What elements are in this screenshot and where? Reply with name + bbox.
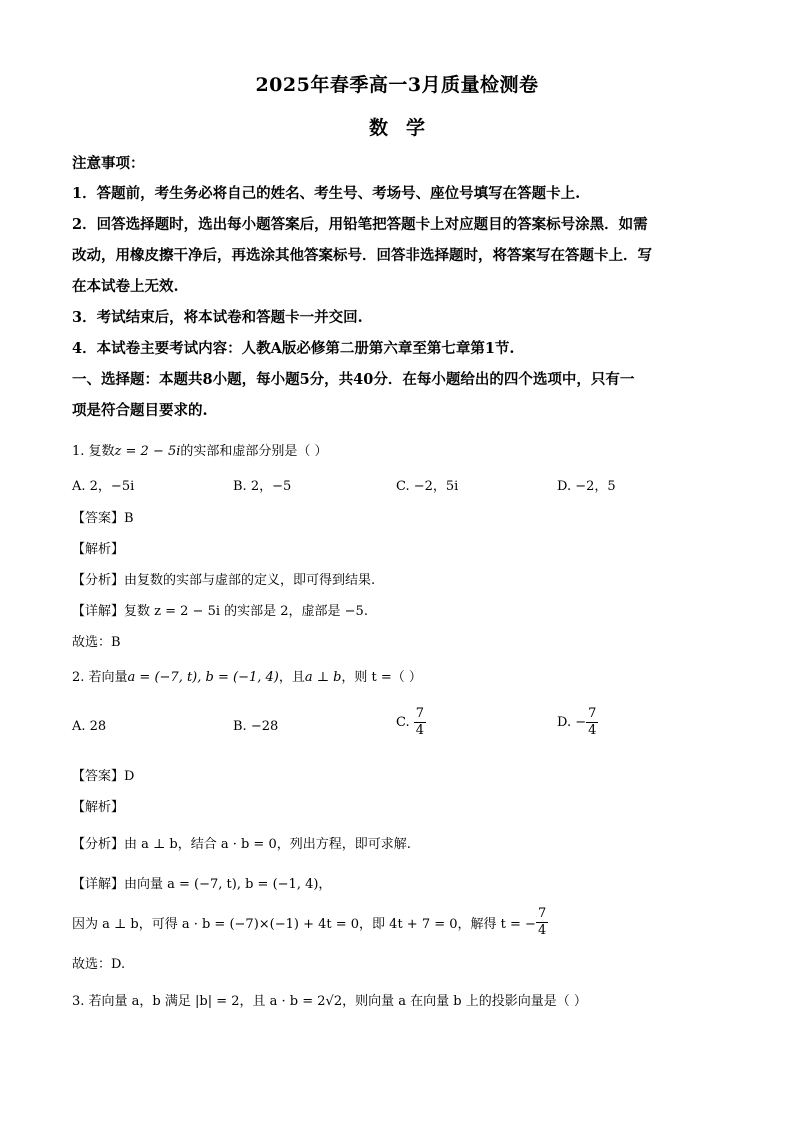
q2-detail-line-2-text: 因为 a ⊥ b，可得 a · b = (−7)×(−1) + 4t = 0，即 4t + 7 = 0，解得 t = − — [72, 917, 536, 932]
q2-detail-line-1: 【详解】由向量 a = (−7, t), b = (−1, 4)， — [72, 877, 332, 892]
q1-stem-prefix: 1. 复数 — [72, 444, 115, 459]
q2-stem-suffix: ，则 t =（ ） — [341, 670, 422, 685]
subject-title: 数学 — [368, 117, 443, 139]
notes-heading: 注意事项： — [72, 155, 145, 172]
q1-stem-suffix: 的实部和虚部分别是（ ） — [180, 444, 328, 459]
page-title: 2025年春季高一3月质量检测卷 — [255, 74, 539, 96]
q2-stem-math-2: a ⊥ b — [304, 670, 342, 685]
q1-conclusion: 故选：B — [72, 635, 121, 650]
q2-option-b: B. −28 — [233, 719, 279, 734]
q1-stem-math: z = 2 − 5i — [114, 444, 181, 459]
note-item-2-line-1: 2．回答选择题时，选出每小题答案后，用铅笔把答题卡上对应题目的答案标号涂黑．如需 — [72, 216, 648, 233]
q2-stem-prefix: 2. 若向量 — [72, 670, 128, 685]
fraction-numerator: 7 — [537, 906, 547, 921]
q2-option-a: A. 28 — [72, 719, 107, 734]
q2-jiexi: 【解析】 — [72, 800, 125, 815]
q3-stem: 3. 若向量 a，b 满足 |b| = 2，且 a · b = 2√2，则向量 a 在向量 b 上的投影向量是（ ） — [72, 994, 587, 1009]
q1-option-a: A. 2，−5i — [72, 479, 135, 494]
q2-option-d-sign: − — [575, 715, 587, 730]
q1-answer: 【答案】B — [72, 511, 134, 526]
q1-option-d: D. −2，5 — [557, 479, 616, 494]
section-heading-line-1: 一、选择题：本题共8小题，每小题5分，共40分．在每小题给出的四个选项中，只有一 — [72, 371, 635, 388]
note-item-3: 3．考试结束后，将本试卷和答题卡一并交回. — [72, 309, 363, 326]
q2-option-d — [557, 706, 598, 739]
q2-stem — [72, 666, 422, 685]
note-item-4: 4．本试卷主要考试内容：人教A版必修第二册第六章至第七章第1节. — [72, 340, 515, 357]
q2-detail-fraction — [536, 906, 548, 939]
q2-stem-math: a = (−7, t), b = (−1, 4) — [127, 670, 279, 685]
q1-jiexi: 【解析】 — [72, 542, 125, 557]
q2-detail-line-2 — [72, 906, 548, 939]
note-item-1: 1．答题前，考生务必将自己的姓名、考生号、考场号、座位号填写在答题卡上. — [72, 185, 581, 202]
fraction-denominator: 4 — [588, 723, 597, 738]
q1-option-c: C. −2，5i — [396, 479, 459, 494]
note-item-2-line-3: 在本试卷上无效. — [72, 278, 179, 295]
q2-option-c — [396, 706, 426, 739]
note-item-2-line-2: 改动，用橡皮擦干净后，再选涂其他答案标号．回答非选择题时，将答案写在答题卡上．写 — [72, 247, 652, 264]
fraction-numerator: 7 — [588, 706, 597, 721]
q2-analysis: 【分析】由 a ⊥ b，结合 a · b = 0，列出方程，即可求解. — [72, 837, 411, 852]
q1-detail: 【详解】复数 z = 2 − 5i 的实部是 2，虚部是 −5. — [72, 604, 368, 619]
q1-stem — [72, 440, 328, 459]
q2-option-d-label: D. — [557, 715, 572, 730]
q2-option-c-fraction — [414, 706, 426, 739]
section-heading-line-2: 项是符合题目要求的. — [72, 402, 208, 419]
fraction-denominator: 4 — [537, 923, 547, 938]
q1-option-b: B. 2，−5 — [233, 479, 292, 494]
q1-analysis: 【分析】由复数的实部与虚部的定义，即可得到结果. — [72, 573, 376, 588]
q2-stem-mid: ，且 — [278, 670, 305, 685]
fraction-denominator: 4 — [415, 723, 425, 738]
q2-conclusion: 故选：D. — [72, 957, 126, 972]
q2-option-c-label: C. — [396, 715, 410, 730]
fraction-numerator: 7 — [415, 706, 425, 721]
q2-answer: 【答案】D — [72, 769, 135, 784]
q2-option-d-fraction — [586, 706, 598, 739]
